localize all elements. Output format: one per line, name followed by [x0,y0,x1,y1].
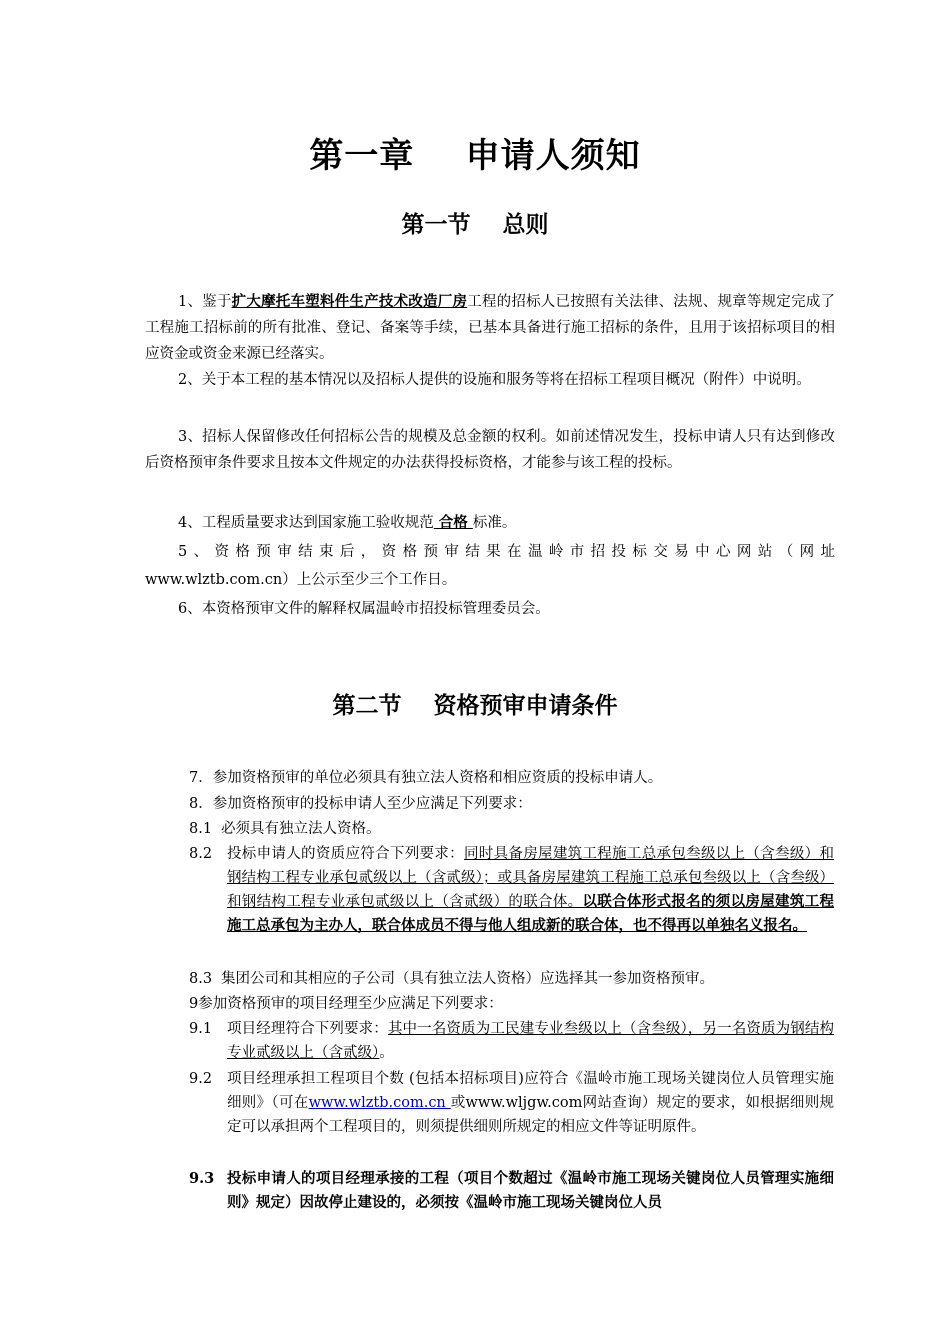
paragraph-2: 2、关于本工程的基本情况以及招标人提供的设施和服务等将在招标工程项目概况（附件）中说明。 [178,372,811,388]
item-9-1 [189,1017,834,1065]
item-8: 8．参加资格预审的投标申请人至少应满足下列要求： [189,796,532,812]
item-9-1-end: 。 [379,1045,394,1061]
item-8-2-lead: 投标申请人的资质应符合下列要求： [227,846,464,862]
paragraph-1 [145,289,835,367]
paragraph-4-end: 标准。 [472,515,517,531]
quality-standard: 合格 [433,514,473,531]
item-8-3 [189,967,834,991]
paragraph-6: 6、本资格预审文件的解释权属温岭市招投标管理委员会。 [178,601,550,617]
item-9-3-text: 投标申请人的项目经理承接的工程（项目个数超过《温岭市施工现场关键岗位人员管理实施细则》规定）因故停止建设的，必须按《温岭市施工现场关键岗位人员 [227,1170,834,1211]
manager-requirement: 其中一名资质为工民建专业叁级以上（含叁级），另一名资质为钢结构专业贰级以上（含贰级） [227,1021,835,1061]
item-8-3-number: 8.3 [189,971,213,987]
item-9-2-rest: 或www.wljgw.com网站查询）规定的要求，如根据细则规定可以承担两个工程项目的，则须提供细则所规定的相应文件等证明原件。 [227,1095,835,1135]
item-9-1-number: 9.1 [189,1021,213,1037]
item-9: 9参加资格预审的项目经理至少应满足下列要求： [189,996,503,1012]
item-7: 7．参加资格预审的单位必须具有独立法人资格和相应资质的投标申请人。 [189,770,663,786]
item-9-3-number: 9.3 [189,1170,215,1187]
section-title-general: 第一节 总则 [401,212,549,238]
section-title-qualification: 第二节 资格预审申请条件 [332,693,618,719]
item-8-1-number: 8.1 [189,821,213,837]
paragraph-1-text: 工程的招标人已按照有关法律、法规、规章等规定完成了工程施工招标前的所有批准、登记、备案等手续，已基本具备进行施工招标的条件，且用于该招标项目的相应资金或资金来源已经落实。 [145,294,836,362]
item-8-2 [189,842,834,938]
item-8-2-text [227,842,834,938]
paragraph-5-line-2: www.wlztb.com.cn）上公示至少三个工作日。 [145,572,457,588]
paragraph-1-number: 1、鉴于 [178,294,232,310]
paragraph-4 [145,510,835,536]
chapter-title: 第一章 申请人须知 [309,136,641,176]
consortium-rule: 以联合体形式报名的须以房屋建筑工程施工总承包为主办人，联合体成员不得与他人组成新的联合体，也不得再以单独名义报名。 [227,893,834,934]
item-9-1-lead: 项目经理符合下列要求： [227,1021,388,1037]
qualification-requirement: 同时具备房屋建筑工程施工总承包叁级以上（含叁级）和钢结构工程专业承包贰级以上（含贰级）；或具备房屋建筑工程施工总承包叁级以上（含叁级）和钢结构工程专业承包贰级以上（含贰级）的联合体。 [227,846,834,910]
item-9-1-text [227,1017,834,1065]
item-9-3 [189,1167,834,1215]
item-8-1 [189,817,834,841]
item-8-2-number: 8.2 [189,846,213,862]
item-9-2-pre: 项目经理承担工程项目个数 (包括本招标项目)应符合《温岭市施工现场关键岗位人员管理实施细则》（可在 [227,1071,834,1111]
item-8-3-text: 集团公司和其相应的子公司（具有独立法人资格）应选择其一参加资格预审。 [221,971,714,987]
paragraph-5-line-1: 5、资格预审结束后，资格预审结果在温岭市招投标交易中心网站（网址 [178,544,835,560]
item-9-2 [189,1067,834,1139]
item-9-2-text [227,1067,834,1139]
paragraph-3: 3、招标人保留修改任何招标公告的规模及总金额的权利。如前述情况发生，投标申请人只有达到修改后资格预审条件要求且按本文件规定的办法获得投标资格，才能参与该工程的投标。 [145,429,835,471]
item-8-1-text: 必须具有独立法人资格。 [221,821,381,837]
wlztb-link[interactable]: www.wlztb.com.cn [308,1095,451,1111]
item-9-2-number: 9.2 [189,1071,213,1087]
paragraph-4-text: 4、工程质量要求达到国家施工验收规范 [178,515,434,531]
project-name: 扩大摩托车塑料件生产技术改造厂房 [231,293,468,310]
